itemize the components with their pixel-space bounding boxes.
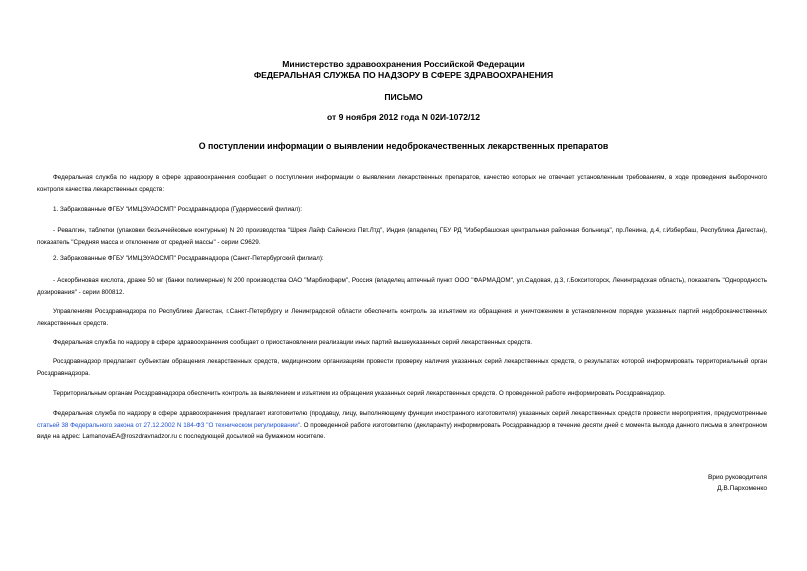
paragraph-subjects: Росздравнадзор предлагает субъектам обращения лекарственных средств, медицинским организациям провести проверку наличия указанных серий лекарственных средств, о результатах которой информировать территориальный орган Росздравнадзора. [37,358,767,377]
paragraph-territorial: Территориальным органам Росздравнадзора обеспечить контроль за выявлением и изъятием из обращения указанных серий лекарственных средств. О проведенной работе информировать Росздравнадзор. [53,390,666,397]
paragraph-regions: Управлениям Росздравнадзора по Республике Дагестан, г.Санкт-Петербургу и Ленинградской области обеспечить контроль за изъятием из обращения и уничтожением в установленном порядке указанных партий недоброкачественных лекарственных средств. [37,308,767,327]
paragraph-item2-heading: 2. Забракованные ФГБУ "ИМЦЭУАОСМП" Росздравнадзора (Санкт-Петербургский филиал): [53,255,324,262]
paragraph-final-part2: . О проведенной работе изготовителю (декларанту) информировать Росздравнадзор в течение десяти дней с момента выхода данного письма в электронном виде на адрес: LamanovaEA@roszdravnadzor.ru с последующей досылкой на бумажном носителе. [37,421,767,440]
signature-position: Врио руководителя [707,474,767,481]
paragraph-intro: Федеральная служба по надзору в сфере здравоохранения сообщает о поступлении информации о выявлении лекарственных препаратов, качество которых не отвечает установленным требованиям, в ходе проведения выборочного контроля качества лекарственных средств: [37,174,767,193]
paragraph-item1-heading: 1. Забракованные ФГБУ "ИМЦЭУАОСМП" Росздравнадзора (Гудермесский филиал): [53,206,303,213]
service-name: ФЕДЕРАЛЬНАЯ СЛУЖБА ПО НАДЗОРУ В СФЕРЕ ЗДРАВООХРАНЕНИЯ [253,70,554,80]
doc-type: ПИСЬМО [384,92,423,102]
paragraph-final [37,408,767,443]
paragraph-item1-body: - Ревалгин, таблетки (упаковки безъячейковые контурные) N 20 производства "Шрея Лайф Сайенсиз Пвт.Лтд", Индия (владелец ГБУ РД "Избербашская центральная районная больница", пр.Ленина, д.4, г.Избербаш, Республика Дагестан), показатель "Средняя масса и отклонение от средней массы" - серии С9629. [37,227,767,246]
paragraph-suspend: Федеральная служба по надзору в сфере здравоохранения сообщает о приостановлении реализации иных партий вышеуказанных серий лекарственных средств. [53,339,533,346]
paragraph-final-part1: Федеральная служба по надзору в сфере здравоохранения предлагает изготовителю (продавцу, лицу, выполняющему функции иностранного изготовителя) указанных серий лекарственных средств провести мероприятия, предусмотренные [53,410,767,417]
signature-name: Д.В.Пархоменко [717,485,767,492]
paragraph-item2-body: - Аскорбиновая кислота, драже 50 мг (банки полимерные) N 200 производства ОАО "Марбиофарм", Россия (владелец аптечный пункт ООО "ФАРМАДОМ", ул.Садовая, д.3, г.Бокситогорск, Ленинградская область), показатель "Однородность дозирования" - серии 800812. [37,277,767,296]
law-reference-link[interactable]: статьей 38 Федерального закона от 27.12.2002 N 184-ФЗ "О техническом регулировании" [37,421,300,429]
ministry-name: Министерство здравоохранения Российской Федерации [282,59,525,69]
doc-title: О поступлении информации о выявлении недоброкачественных лекарственных препаратов [198,141,609,151]
doc-date-number: от 9 ноября 2012 года N 02И-1072/12 [327,112,480,122]
